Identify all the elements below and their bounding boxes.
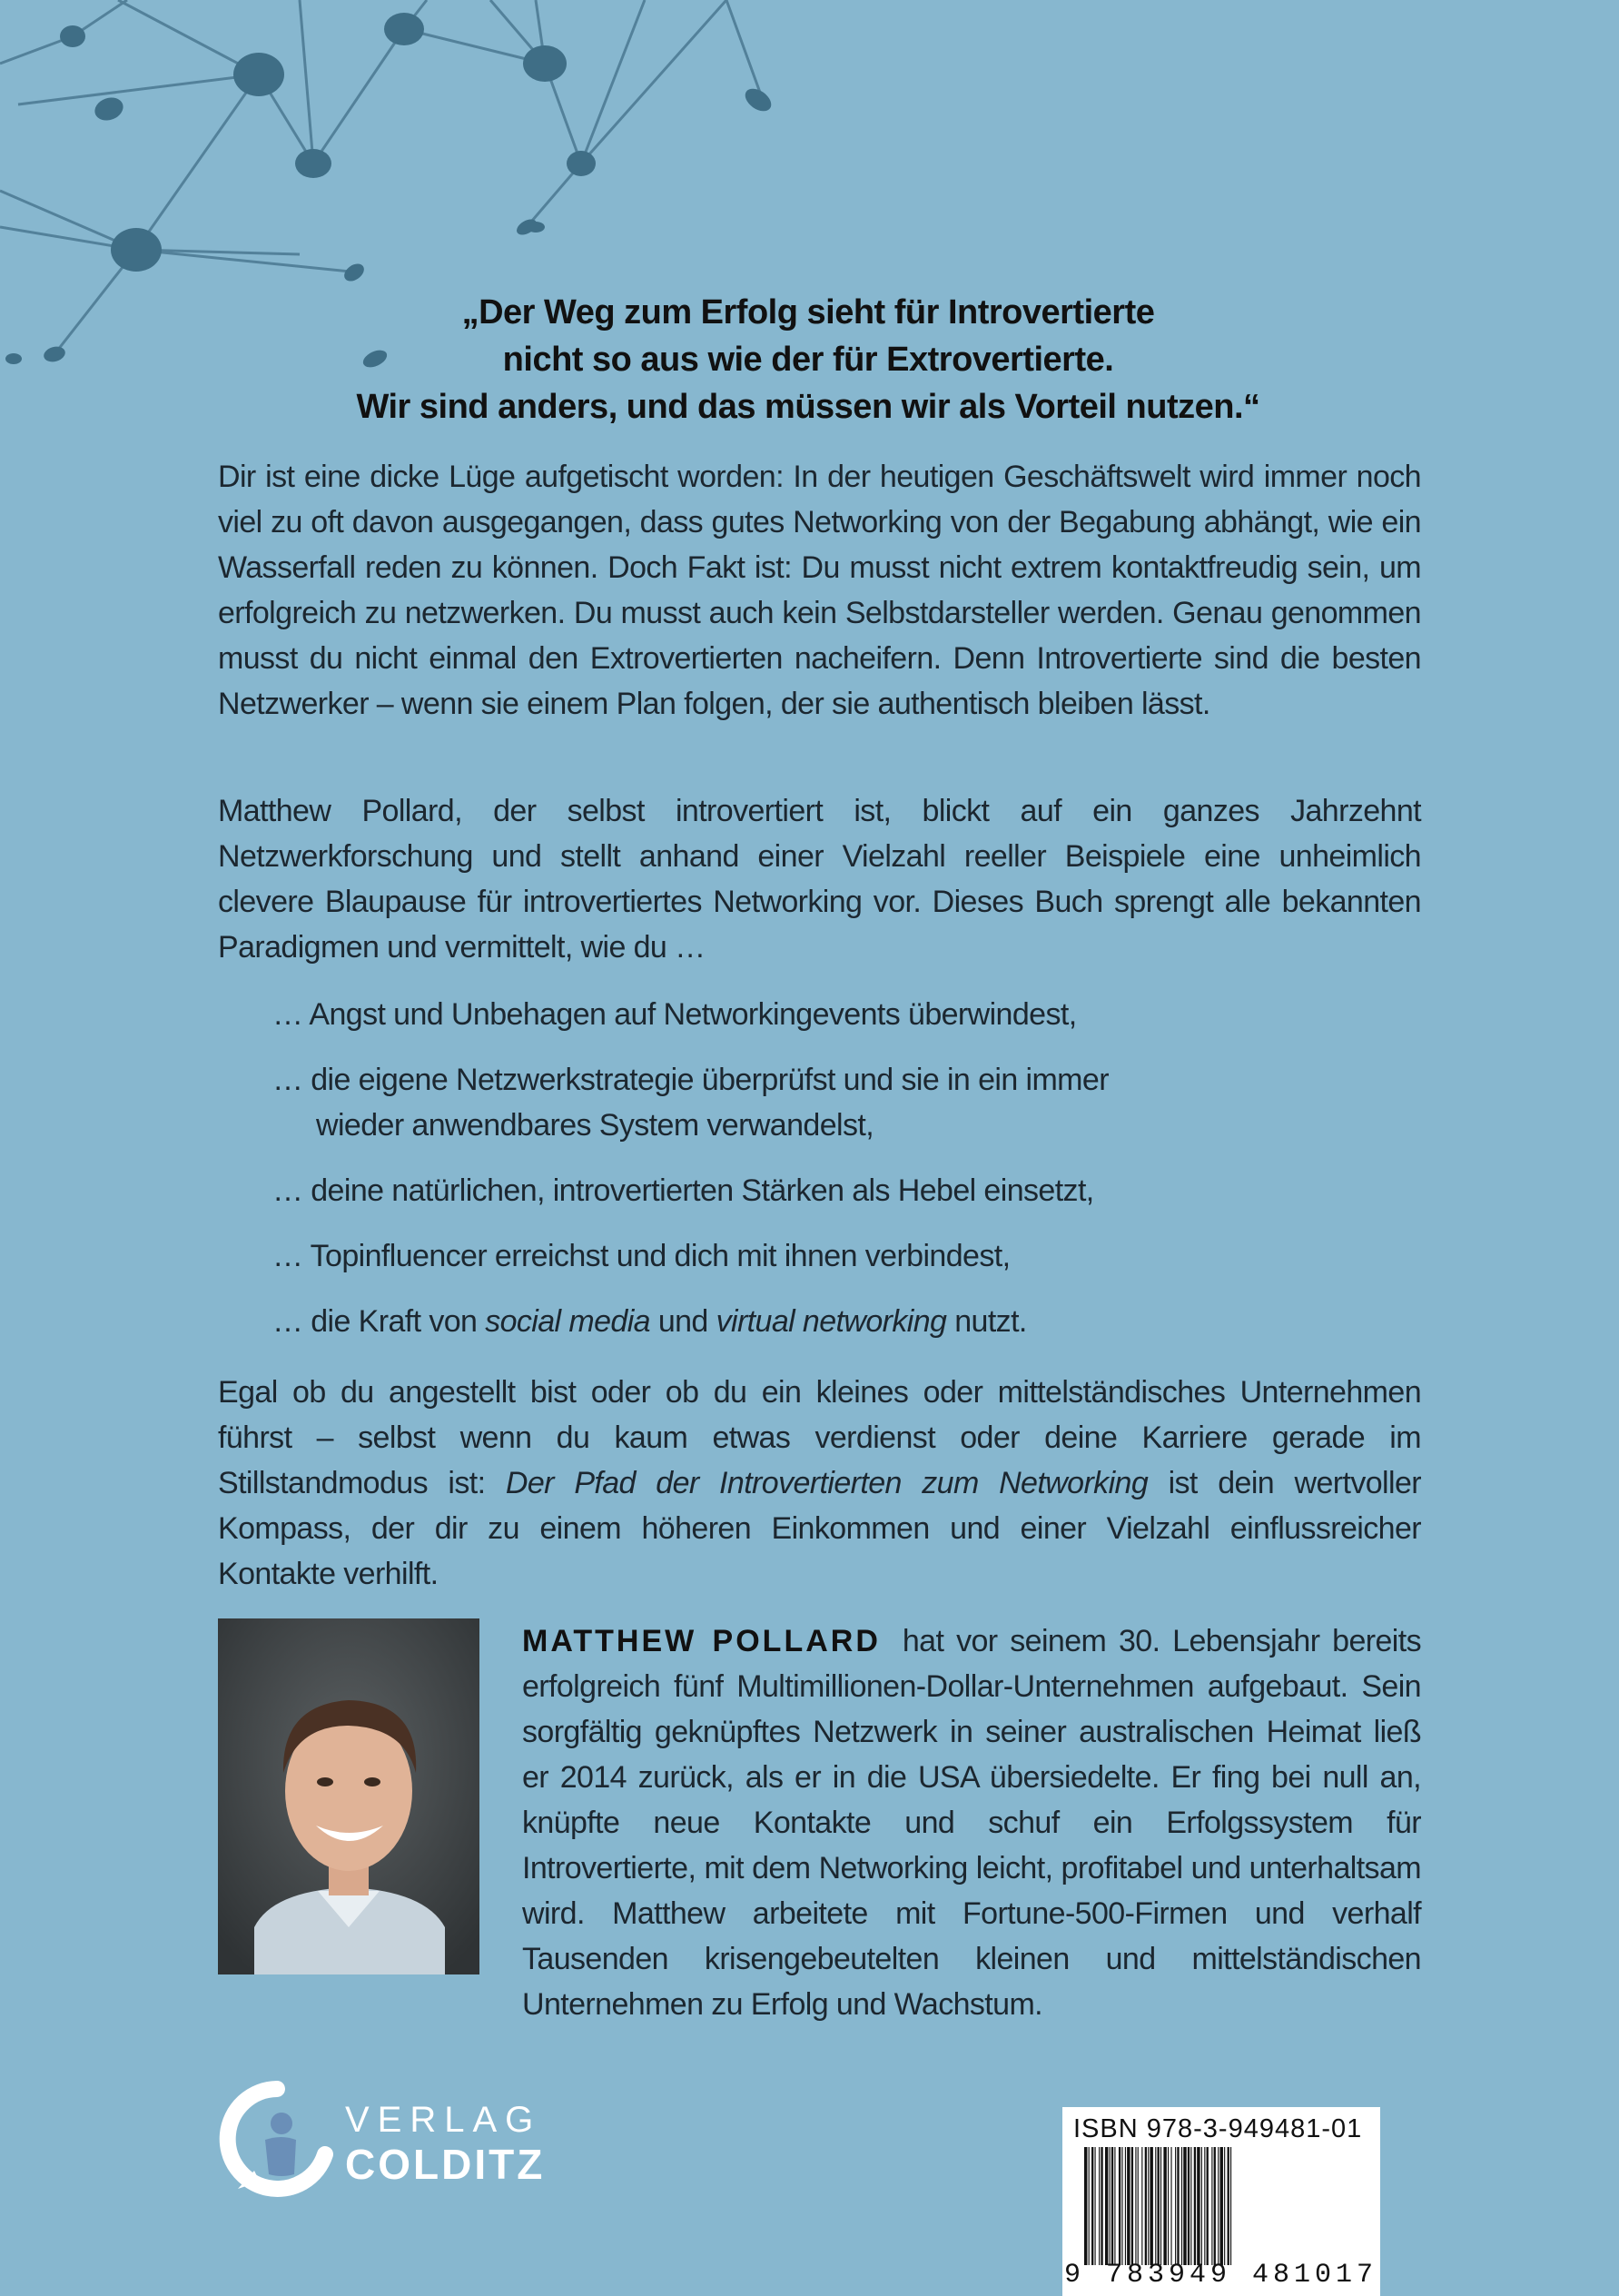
bullet-list <box>272 992 1271 1364</box>
bullet-text: und <box>649 1304 716 1339</box>
publisher-name-line1: VERLAG <box>345 2100 542 2140</box>
author-bio <box>522 1618 1421 2027</box>
bullet-item: … Angst und Unbehagen auf Networkingevents überwindest, <box>272 997 1077 1032</box>
bullet-text: nutzt. <box>946 1304 1027 1339</box>
intro-paragraph: Dir ist eine dicke Lüge aufgetischt worden: In der heutigen Geschäftswelt wird immer noch viel zu oft davon ausgegangen, dass gutes Networking von der Begabung abhängt, wie ein Wasserfall reden zu können. Doch Fakt ist: Du musst nicht extrem kontaktfreudig sein, um erfolgreich zu netzwerken. Du musst auch kein Selbstdarsteller werden. Genau genommen musst du nicht einmal den Extrovertierten nacheifern. Denn Introvertierte sind die besten Netzwerker – wenn sie einem Plan folgen, der sie authentisch bleiben lässt. <box>218 460 1421 721</box>
author-photo <box>218 1618 479 1974</box>
barcode-bar <box>1138 2147 1139 2265</box>
second-paragraph: Matthew Pollard, der selbst introvertiert ist, blickt auf ein ganzes Jahrzehnt Netzwerkforschung und stellt anhand einer Vielzahl reeller Beispiele eine unheimlich clevere Blaupause für introvertiertes Networking vor. Dieses Buch sprengt alle bekannten Paradigmen und vermittelt, wie du … <box>218 794 1421 965</box>
barcode-bar <box>1177 2147 1179 2265</box>
publisher-logo-icon <box>218 2080 336 2198</box>
barcode-bar <box>1197 2147 1199 2265</box>
barcode-bar <box>1148 2147 1149 2265</box>
barcode-bars <box>1084 2147 1362 2265</box>
bullet-emphasis: social media <box>485 1304 650 1339</box>
barcode-bar <box>1091 2147 1093 2265</box>
bullet-text-continued: wieder anwendbares System verwandelst, <box>316 1108 874 1143</box>
barcode-bar <box>1111 2147 1113 2265</box>
author-name: MATTHEW POLLARD <box>522 1624 881 1658</box>
barcode-bar <box>1170 2147 1171 2265</box>
barcode-bar <box>1150 2147 1152 2265</box>
barcode-bar <box>1201 2147 1202 2265</box>
barcode-bar <box>1121 2147 1122 2265</box>
barcode-bar <box>1101 2147 1102 2265</box>
barcode-bar <box>1168 2147 1169 2265</box>
barcode-bar <box>1214 2147 1216 2265</box>
bullet-text: … die Kraft von <box>272 1304 486 1339</box>
publisher-name-line2: COLDITZ <box>345 2141 546 2188</box>
barcode-bar <box>1110 2147 1111 2265</box>
ean-digits: 9 783949 481017 <box>1064 2260 1378 2291</box>
barcode-bar <box>1160 2147 1161 2265</box>
barcode-bar <box>1175 2147 1176 2265</box>
quote-line-3: Wir sind anders, und das müssen wir als Vorteil nutzen.“ <box>356 388 1260 426</box>
barcode-bar <box>1095 2147 1096 2265</box>
barcode-bar <box>1084 2147 1087 2265</box>
barcode-bar <box>1183 2147 1186 2265</box>
barcode-bar <box>1155 2147 1156 2265</box>
barcode-bar <box>1099 2147 1100 2265</box>
barcode-bar <box>1181 2147 1182 2265</box>
book-title: Der Pfad der Introvertierten zum Networking <box>505 1466 1149 1500</box>
bullet-emphasis: virtual networking <box>716 1304 947 1339</box>
isbn-barcode <box>1062 2107 1380 2296</box>
barcode-bar <box>1127 2147 1130 2265</box>
quote-line-1: „Der Weg zum Erfolg sieht für Introvertierte <box>461 293 1155 332</box>
closing-text: ist dein wertvoller Kompass, der dir zu einem höheren Einkommen und einer Vielzahl einflussreicher Kontakte verhilft. <box>218 1466 1421 1591</box>
isbn-label: ISBN 978-3-949481-01 <box>1073 2114 1363 2143</box>
barcode-bar <box>1125 2147 1126 2265</box>
barcode-bar <box>1211 2147 1212 2265</box>
barcode-bar <box>1190 2147 1191 2265</box>
barcode-bar <box>1230 2147 1231 2265</box>
barcode-bar <box>1089 2147 1090 2265</box>
barcode-bar <box>1218 2147 1219 2265</box>
barcode-bar <box>1135 2147 1136 2265</box>
barcode-bar <box>1220 2147 1223 2265</box>
barcode-bar <box>1131 2147 1133 2265</box>
bullet-item: … Topinfluencer erreichst und dich mit ihnen verbindest, <box>272 1239 1011 1273</box>
author-bio-text: hat vor seinem 30. Lebensjahr bereits erfolgreich fünf Multimillionen-Dollar-Unternehmen aufgebaut. Sein sorgfältig geknüpftes Netzwerk in seiner australischen Heimat ließ er 2014 zurück, als er in die USA übersiedelte. Er fing bei null an, knüpfte neue Kontakte und schuf ein Erfolgssystem für Introvertierte, mit dem Networking leicht, profitabel und unterhaltsam wird. Matthew arbeitete mit Fortune-500-Firmen und verhalf Tausenden krisengebeutelten kleinen und mittelständischen Unternehmen zu Erfolg und Wachstum. <box>522 1624 1422 2022</box>
bullet-text: … die eigene Netzwerkstrategie überprüfst und sie in ein immer <box>272 1063 1109 1097</box>
barcode-bar <box>1194 2147 1196 2265</box>
barcode-bar <box>1145 2147 1147 2265</box>
bullet-item <box>272 1057 1271 1148</box>
barcode-bar <box>1228 2147 1229 2265</box>
barcode-bar <box>1119 2147 1120 2265</box>
bullet-item <box>272 1299 1271 1344</box>
quote-line-2: nicht so aus wie der für Extrovertierte. <box>502 341 1114 379</box>
barcode-bar <box>1105 2147 1108 2265</box>
barcode-bar <box>1163 2147 1166 2265</box>
barcode-bar <box>1141 2147 1142 2265</box>
closing-paragraph <box>218 1370 1421 1597</box>
barcode-bar <box>1158 2147 1160 2265</box>
closing-text: Egal ob du angestellt bist oder ob du ein kleines oder mittelständisches Unternehmen führst – selbst wenn du kaum etwas verdienst oder deine Karriere gerade im Stillstandmodus ist: <box>218 1375 1421 1500</box>
publisher-logo <box>218 2080 599 2198</box>
bullet-item: … deine natürlichen, introvertierten Stärken als Hebel einsetzt, <box>272 1173 1094 1208</box>
barcode-bar <box>1114 2147 1115 2265</box>
pull-quote <box>218 289 1398 430</box>
barcode-bar <box>1188 2147 1190 2265</box>
barcode-bar <box>1204 2147 1205 2265</box>
barcode-bar <box>1224 2147 1225 2265</box>
barcode-bar <box>1207 2147 1209 2265</box>
